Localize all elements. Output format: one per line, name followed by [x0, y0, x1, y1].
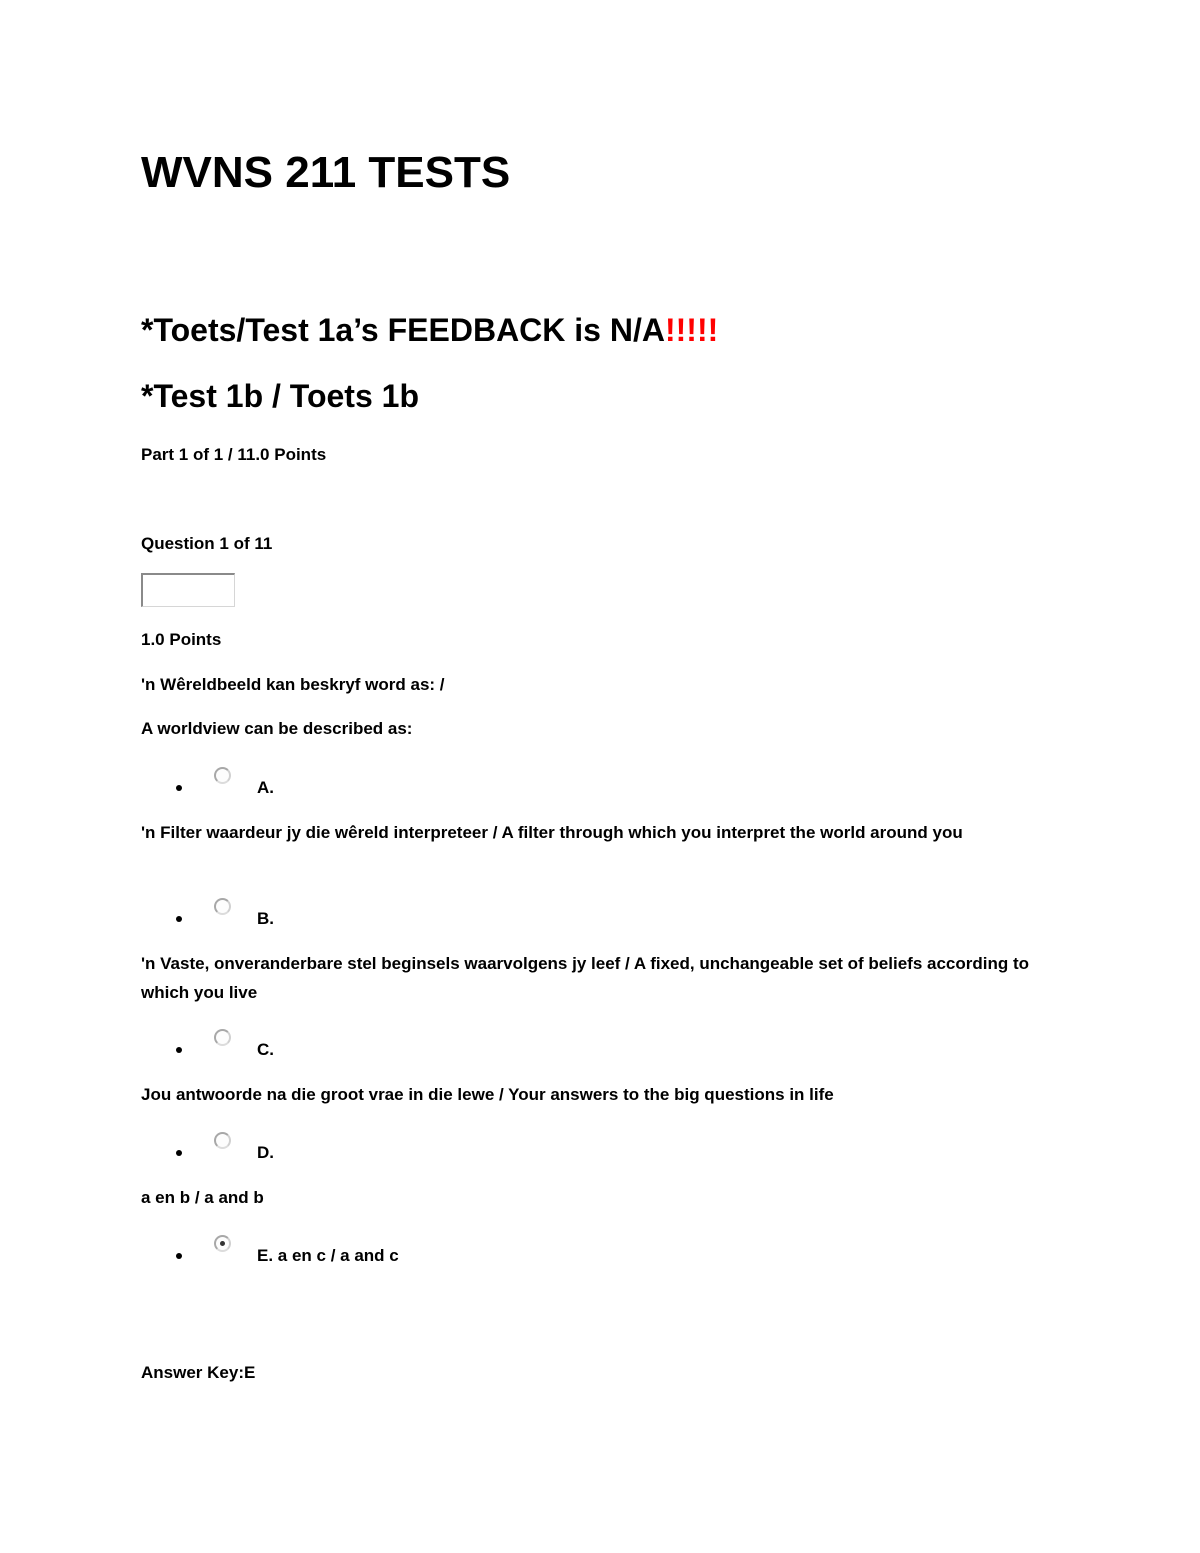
- radio-button-d[interactable]: [214, 1132, 231, 1149]
- option-d-text: a en b / a and b: [141, 1188, 264, 1207]
- test-1a-exclaim: !!!!!: [664, 312, 719, 348]
- option-d-label: D.: [257, 1143, 274, 1162]
- radio-button-b[interactable]: [214, 898, 231, 915]
- prompt-english: A worldview can be described as:: [141, 719, 413, 738]
- option-e[interactable]: [141, 1235, 841, 1275]
- bullet-icon: [176, 1047, 182, 1053]
- question-label: Question 1 of 11: [141, 534, 273, 553]
- test-1a-heading: [141, 312, 718, 349]
- part-info: Part 1 of 1 / 11.0 Points: [141, 445, 327, 464]
- option-a[interactable]: [141, 767, 841, 807]
- bullet-icon: [176, 785, 182, 791]
- test-1b-heading: *Test 1b / Toets 1b: [141, 378, 419, 414]
- test-1a-text: *Toets/Test 1a’s FEEDBACK is N/A: [141, 312, 665, 348]
- question-points: 1.0 Points: [141, 630, 222, 649]
- option-c-label: C.: [257, 1040, 274, 1059]
- option-c-text: Jou antwoorde na die groot vrae in die lewe / Your answers to the big questions in life: [141, 1085, 834, 1104]
- option-b-label: B.: [257, 909, 274, 928]
- bullet-icon: [176, 1253, 182, 1259]
- bullet-icon: [176, 1150, 182, 1156]
- bullet-icon: [176, 916, 182, 922]
- option-b[interactable]: [141, 898, 841, 938]
- radio-button-e-selected[interactable]: [214, 1235, 231, 1252]
- prompt-afrikaans: 'n Wêreldbeeld kan beskryf word as: /: [141, 675, 445, 694]
- answer-input-box[interactable]: [141, 573, 235, 607]
- option-e-label: E. a en c / a and c: [257, 1246, 399, 1265]
- option-a-text: 'n Filter waardeur jy die wêreld interpreteer / A filter through which you interpret the world around you: [141, 823, 963, 842]
- answer-key: Answer Key:E: [141, 1363, 256, 1382]
- option-a-label: A.: [257, 778, 274, 797]
- option-c[interactable]: [141, 1029, 841, 1069]
- option-d[interactable]: [141, 1132, 841, 1172]
- option-b-text: 'n Vaste, onveranderbare stel beginsels waarvolgens jy leef / A fixed, unchangeable set of beliefs according to which you live: [141, 954, 1030, 1002]
- radio-button-c[interactable]: [214, 1029, 231, 1046]
- document-title: WVNS 211 TESTS: [141, 148, 511, 197]
- radio-button-a[interactable]: [214, 767, 231, 784]
